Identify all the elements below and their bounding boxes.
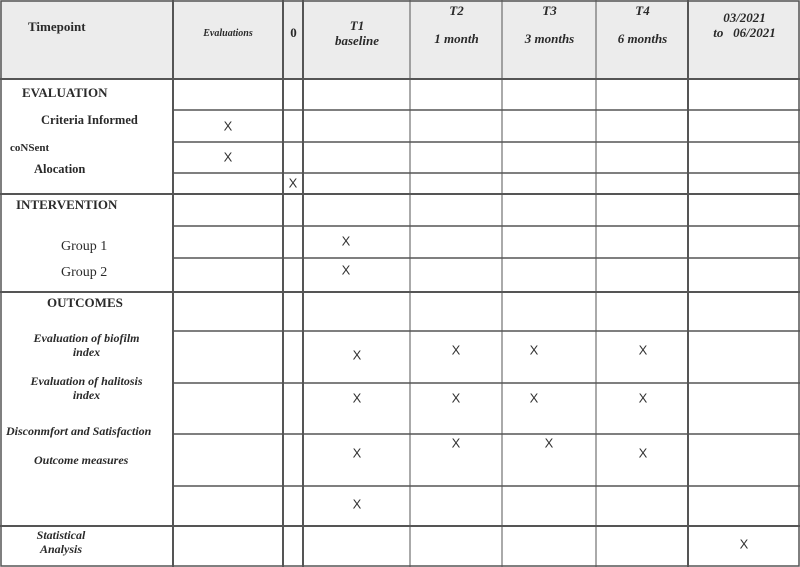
mark-halitosis-t4: X [638,390,648,406]
mark-criteria-evaluations: X [223,118,233,134]
row-biofilm-line2: index [72,344,101,359]
row-halitosis-line2: index [72,387,101,402]
mark-statistical-period: X [739,536,749,552]
row-statistical-line1: Statistical [36,528,86,542]
header-period-start: 03/2021 [723,10,766,25]
header-timepoint: Timepoint [28,19,86,34]
header-t2-label: T2 [449,3,464,18]
mark-group2-t1: X [341,262,351,278]
header-t3-label: T3 [542,3,557,18]
row-alocation: Alocation [34,162,86,176]
mark-group1-t1: X [341,233,351,249]
mark-biofilm-t1: X [352,347,362,363]
section-evaluation: EVALUATION [22,85,108,100]
mark-discomfort-t2: X [451,435,461,451]
mark-outcome-measures-t1: X [352,496,362,512]
mark-discomfort-t1: X [352,445,362,461]
row-halitosis [0,375,173,403]
row-halitosis-line1: Evaluation of halitosis [30,374,143,388]
mark-biofilm-t2: X [451,342,461,358]
row-group-2: Group 2 [61,265,108,280]
mark-halitosis-t3: X [529,390,539,406]
mark-halitosis-t2: X [451,390,461,406]
row-statistical-analysis [26,529,96,557]
row-discomfort: Disconmfort and Satisfaction [6,424,152,438]
mark-consent-evaluations: X [223,149,233,165]
mark-discomfort-t3: X [544,435,554,451]
header-t3 [503,4,596,47]
header-zero: 0 [290,25,297,40]
row-criteria-informed: Criteria Informed [41,113,138,127]
mark-biofilm-t4: X [638,342,648,358]
section-outcomes: OUTCOMES [47,295,123,310]
header-t3-sub: 3 months [524,30,575,46]
mark-biofilm-t3: X [529,342,539,358]
row-biofilm-line1: Evaluation of biofilm [33,331,140,345]
mark-alocation-zero: X [288,175,298,191]
header-t1-label: T1 [349,18,365,33]
row-group-1: Group 1 [61,239,108,254]
row-consent: coNSent [10,142,50,154]
header-t4-label: T4 [635,3,650,18]
header-period-end: to 06/2021 [713,24,776,40]
header-t2 [411,4,502,47]
header-t4-sub: 6 months [617,30,668,46]
section-intervention: INTERVENTION [16,197,118,212]
header-t1 [304,19,410,49]
mark-discomfort-t4: X [638,445,648,461]
header-period [689,11,800,41]
header-evaluations: Evaluations [203,28,253,39]
row-biofilm [0,332,173,360]
header-t4 [597,4,688,47]
header-t1-sub: baseline [334,32,380,48]
row-outcome-measures: Outcome measures [34,453,129,467]
header-t2-sub: 1 month [434,30,479,46]
row-statistical-line2: Analysis [39,541,82,556]
mark-halitosis-t1: X [352,390,362,406]
